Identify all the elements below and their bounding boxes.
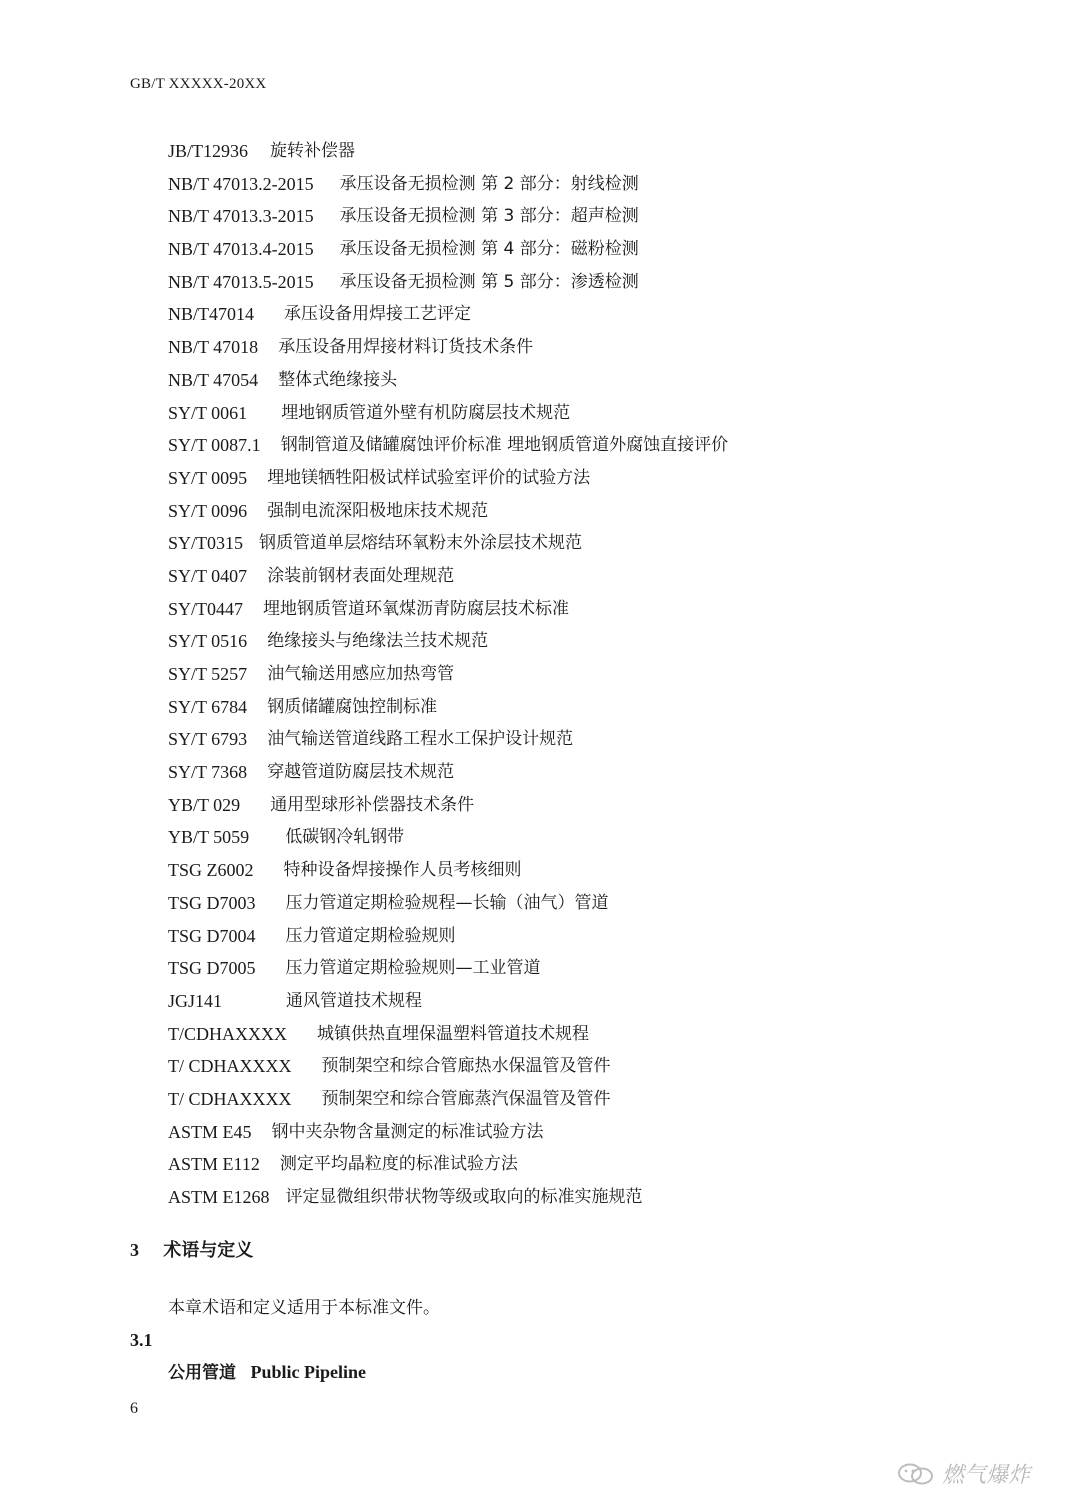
reference-title: 承压设备无损检测 第 4 部分：磁粉检测	[339, 239, 639, 260]
section-heading	[130, 1236, 253, 1262]
reference-item	[168, 1181, 728, 1214]
reference-title: 低碳钢冷轧钢带	[285, 827, 405, 848]
reference-title: 旋转补偿器	[270, 141, 356, 161]
reference-list	[168, 135, 728, 1214]
reference-item	[168, 854, 728, 887]
term-english: Public Pipeline	[250, 1362, 367, 1382]
reference-title: 压力管道定期检验规则	[285, 925, 456, 946]
reference-item	[168, 397, 728, 430]
reference-item	[168, 920, 728, 953]
reference-item	[168, 298, 728, 331]
watermark-text: 燃气爆炸	[942, 1463, 1031, 1488]
reference-title: 承压设备无损检测 第 2 部分：射线检测	[339, 173, 639, 194]
reference-title: 城镇供热直埋保温塑料管道技术规程	[317, 1023, 589, 1044]
reference-code: SY/T 0061	[168, 402, 248, 423]
reference-code: ASTM E45	[168, 1121, 252, 1142]
reference-code: SY/T 0407	[168, 565, 248, 586]
reference-item	[168, 233, 728, 266]
reference-item	[168, 1148, 728, 1181]
reference-item	[168, 887, 728, 920]
reference-code: SY/T 0516	[168, 631, 248, 652]
reference-item	[168, 691, 728, 724]
reference-item	[168, 1116, 728, 1149]
reference-code: ASTM E1268	[168, 1187, 270, 1207]
reference-item	[168, 1083, 728, 1116]
reference-code: YB/T 029	[168, 794, 241, 815]
reference-code: NB/T 47054	[168, 369, 259, 390]
reference-title: 涂装前钢材表面处理规范	[267, 565, 455, 586]
reference-code: ASTM E112	[168, 1154, 260, 1175]
section-title: 术语与定义	[163, 1240, 254, 1261]
reference-item	[168, 625, 728, 658]
reference-title: 压力管道定期检验规程—长输（油气）管道	[285, 892, 609, 913]
reference-code: TSG Z6002	[168, 860, 254, 881]
reference-title: 钢制管道及储罐腐蚀评价标准 埋地钢质管道外腐蚀直接评价	[280, 435, 729, 456]
reference-item	[168, 821, 728, 854]
reference-item	[168, 527, 728, 560]
reference-title: 钢质储罐腐蚀控制标准	[267, 696, 438, 717]
term-chinese: 公用管道	[168, 1363, 236, 1383]
reference-code: SY/T 6793	[168, 729, 248, 750]
reference-code: YB/T 5059	[168, 827, 250, 848]
reference-code: T/ CDHAXXXX	[168, 1088, 292, 1109]
reference-title: 承压设备无损检测 第 5 部分：渗透检测	[339, 271, 639, 292]
reference-item	[168, 560, 728, 593]
reference-title: 评定显微组织带状物等级或取向的标准实施规范	[285, 1187, 643, 1207]
reference-title: 钢质管道单层熔结环氧粉末外涂层技术规范	[259, 533, 583, 554]
reference-title: 钢中夹杂物含量测定的标准试验方法	[271, 1121, 544, 1142]
section-number: 3	[130, 1240, 139, 1260]
reference-title: 预制架空和综合管廊蒸汽保温管及管件	[321, 1088, 611, 1109]
reference-item	[168, 1018, 728, 1051]
reference-item	[168, 723, 728, 756]
section-intro: 本章术语和定义适用于本标准文件。	[168, 1298, 440, 1318]
reference-code: SY/T0315	[168, 533, 244, 554]
reference-code: TSG D7004	[168, 925, 256, 946]
reference-title: 绝缘接头与绝缘法兰技术规范	[267, 631, 489, 652]
reference-title: 埋地钢质管道环氧煤沥青防腐层技术标准	[263, 598, 570, 619]
document-header: GB/T XXXXX-20XX	[130, 76, 267, 92]
reference-title: 强制电流深阳极地床技术规范	[267, 500, 489, 521]
reference-code: SY/T 7368	[168, 762, 248, 783]
reference-item	[168, 985, 728, 1018]
reference-title: 整体式绝缘接头	[278, 369, 398, 390]
reference-title: 穿越管道防腐层技术规范	[267, 762, 455, 783]
reference-item	[168, 429, 728, 462]
reference-title: 埋地钢质管道外壁有机防腐层技术规范	[281, 402, 571, 423]
reference-code: NB/T 47013.4-2015	[168, 239, 314, 260]
reference-item	[168, 462, 728, 495]
reference-code: SY/T 0087.1	[168, 435, 261, 456]
reference-item	[168, 200, 728, 233]
reference-item	[168, 658, 728, 691]
reference-code: SY/T 6784	[168, 696, 248, 717]
reference-code: NB/T 47018	[168, 337, 259, 358]
reference-item	[168, 364, 728, 397]
reference-item	[168, 593, 728, 626]
reference-code: SY/T 0096	[168, 500, 248, 521]
page-number: 6	[130, 1400, 138, 1417]
reference-title: 油气输送用感应加热弯管	[267, 664, 455, 684]
reference-code: NB/T 47013.3-2015	[168, 206, 314, 227]
reference-code: T/CDHAXXXX	[168, 1023, 287, 1044]
reference-title: 油气输送管道线路工程水工保护设计规范	[267, 729, 574, 750]
reference-title: 预制架空和综合管廊热水保温管及管件	[321, 1056, 611, 1077]
reference-title: 承压设备无损检测 第 3 部分：超声检测	[339, 206, 639, 227]
wechat-icon	[896, 1462, 936, 1486]
reference-code: TSG D7003	[168, 892, 256, 913]
reference-code: NB/T47014	[168, 304, 255, 325]
reference-code: NB/T 47013.5-2015	[168, 271, 314, 292]
reference-code: SY/T0447	[168, 598, 244, 619]
reference-title: 通风管道技术规程	[286, 990, 423, 1011]
reference-code: JGJ141	[168, 990, 223, 1011]
reference-code: JB/T12936	[168, 141, 249, 161]
reference-code: T/ CDHAXXXX	[168, 1056, 292, 1077]
reference-item	[168, 266, 728, 299]
reference-title: 承压设备用焊接工艺评定	[284, 304, 472, 325]
watermark	[896, 1458, 1030, 1489]
reference-code: TSG D7005	[168, 958, 256, 979]
reference-code: SY/T 5257	[168, 664, 248, 684]
subsection-number: 3.1	[130, 1330, 153, 1350]
reference-item	[168, 756, 728, 789]
reference-item	[168, 1050, 728, 1083]
reference-title: 特种设备焊接操作人员考核细则	[283, 860, 522, 881]
reference-item	[168, 952, 728, 985]
reference-item	[168, 789, 728, 822]
reference-item	[168, 135, 728, 168]
term-entry	[168, 1358, 366, 1383]
reference-title: 承压设备用焊接材料订货技术条件	[278, 337, 534, 358]
reference-code: SY/T 0095	[168, 467, 248, 488]
reference-title: 测定平均晶粒度的标准试验方法	[279, 1154, 518, 1175]
reference-title: 埋地镁牺牲阳极试样试验室评价的试验方法	[267, 467, 591, 488]
reference-code: NB/T 47013.2-2015	[168, 173, 314, 194]
reference-item	[168, 495, 728, 528]
reference-title: 通用型球形补偿器技术条件	[270, 794, 475, 815]
reference-item	[168, 168, 728, 201]
reference-title: 压力管道定期检验规则—工业管道	[285, 958, 541, 979]
reference-item	[168, 331, 728, 364]
